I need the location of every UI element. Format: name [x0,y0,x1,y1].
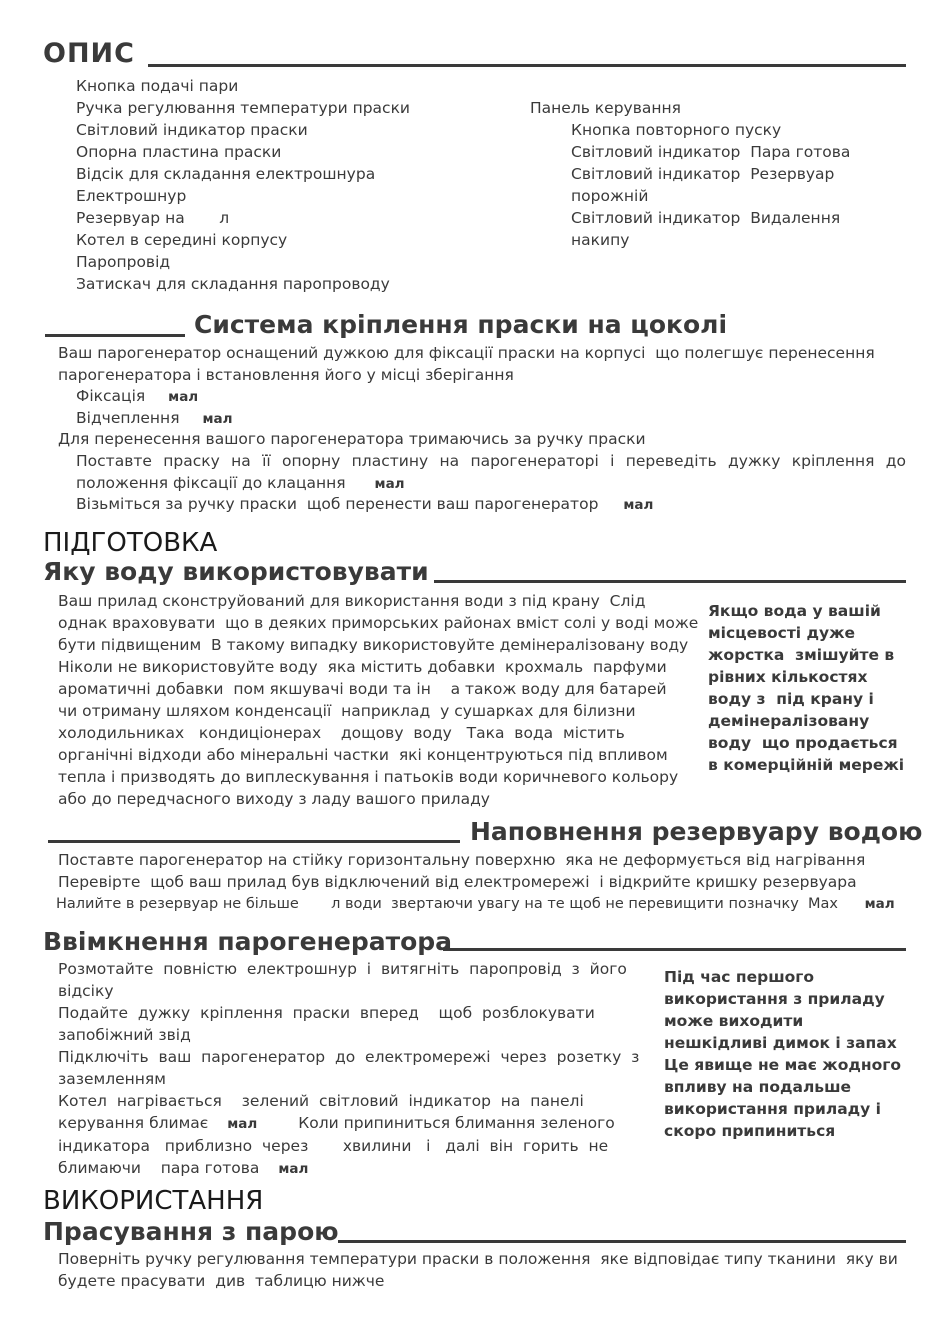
text-line: Розмотайте повністю електрошнур і витягніть паропровід з його [58,960,627,978]
subsection-title-steam: Прасування з парою [43,1217,339,1246]
text-line: Ваш парогенератор оснащений дужкою для фіксації праски на корпусі що полегшує перенесення [58,344,875,362]
text-span: Налийте в резервуар не більше л води звертаючи увагу на те щоб не перевищити позначку Max [56,896,838,912]
text-line: воду з під крану і [708,690,874,708]
fill-text [58,849,865,893]
text-line: демінералізовану [708,712,870,730]
list-item: Світловий індикатор Видалення [571,209,841,227]
fix-label: Фіксація [76,387,146,405]
text-line: Перевірте щоб ваш прилад був відключений від електромережі і відкрийте кришку резервуара [58,873,857,891]
control-panel-list [571,119,850,251]
carry-step-1 [76,450,906,495]
list-item: Ручка регулювання температури праски [76,99,410,117]
text-line: в комерційній мережі [708,756,905,774]
text-line: жорстка змішуйте в [708,646,895,664]
list-item: Паропровід [76,253,171,271]
figure-ref: мал [374,476,405,492]
text-line: Котел нагрівається зелений світловий індикатор на панелі [58,1092,584,1110]
text-line: використання з приладу [664,990,885,1008]
text-line: холодильниках кондиціонерах дощову воду Така вода містить [58,724,625,742]
list-item: Світловий індикатор праски [76,121,308,139]
text-line: нешкідливі димок і запах [664,1034,897,1052]
text-line [58,1112,639,1135]
list-item: Світловий індикатор Пара готова [571,143,851,161]
figure-ref: мал [864,896,895,912]
section-title-opys: ОПИС [43,38,135,69]
list-item: Котел в середині корпусу [76,231,288,249]
title-rule [148,64,906,67]
on-text [58,958,639,1180]
figure-ref: мал [168,389,199,405]
subsection-title-water: Яку воду використовувати [43,557,429,586]
list-item: Затискач для складання паропроводу [76,275,390,293]
figure-ref: мал [623,497,654,513]
text-line: Під час першого [664,968,815,986]
list-item: Кнопка повторного пуску [571,121,782,139]
text-line: Поверніть ручку регулювання температури праски в положення яке відповідає типу тканини яку ви [58,1250,898,1268]
text-span: блимаючи пара готова [58,1159,260,1177]
text-line: Це явище не має жодного [664,1056,901,1074]
text-line: парогенератора і встановлення його у місці зберігання [58,366,514,384]
water-side-note [708,600,904,776]
list-item: Кнопка подачі пари [76,77,239,95]
section-title-prep: ПІДГОТОВКА [43,528,218,558]
text-line [76,472,906,495]
text-line: індикатора приблизно через хвилини і далі він горить не [58,1137,609,1155]
mount-intro [58,342,875,386]
list-item: накипу [571,231,630,249]
section-title-use: ВИКОРИСТАННЯ [43,1186,264,1216]
subsection-title-on: Ввімкнення парогенератора [43,927,453,956]
unfix-label: Відчеплення [76,409,180,427]
text-line: рівних кількостях [708,668,868,686]
text-line: Поставте праску на її опорну пластину на парогенераторі і переведіть дужку кріплення до [76,452,906,470]
list-item: Електрошнур [76,187,187,205]
steam-text [58,1248,898,1292]
control-panel-title: Панель керування [530,99,681,117]
text-line: відсіку [58,982,114,1000]
figure-ref: мал [202,411,233,427]
text-line: Якщо вода у вашій [708,602,881,620]
text-line: будете прасувати див таблицю нижче [58,1272,385,1290]
title-rule [434,580,906,583]
title-rule [338,1240,906,1243]
title-rule [48,840,460,843]
text-line: запобіжний звід [58,1026,191,1044]
text-line: може виходити [664,1012,804,1030]
text-span: Візьміться за ручку праски щоб перенести ваш парогенератор [76,495,599,513]
title-rule [443,948,906,951]
text-span: керування блимає [58,1114,209,1132]
unfix-line [76,407,233,430]
text-line: ароматичні добавки пом якшувачі води та ін а також воду для батарей [58,680,667,698]
text-line [58,1157,639,1180]
text-line: Ніколи не використовуйте воду яка містить добавки крохмаль парфуми [58,658,667,676]
fix-line [76,385,198,408]
carry-step-2 [76,493,653,516]
text-line: органічні відходи або мінеральні частки які концентруються під впливом [58,746,668,764]
text-line: Поставте парогенератор на стійку горизонтальну поверхню яка не деформується від нагрівання [58,851,866,869]
list-item: Опорна пластина праски [76,143,282,161]
text-span: Коли припиниться блимання зеленого [298,1114,615,1132]
text-line: Подайте дужку кріплення праски вперед щоб розблокувати [58,1004,595,1022]
section-title-mount: Система кріплення праски на цоколі [194,310,728,339]
figure-ref: мал [278,1161,309,1177]
figure-ref: мал [227,1116,258,1132]
fill-line-3 [56,893,895,915]
text-line: впливу на подальше [664,1078,852,1096]
text-line: Підключіть ваш парогенератор до електромережі через розетку з [58,1048,640,1066]
text-line: заземленням [58,1070,166,1088]
list-item: Відсік для складання електрошнура [76,165,376,183]
list-item: порожній [571,187,649,205]
text-line: або до передчасного виходу з ладу вашого приладу [58,790,490,808]
text-line: тепла і призводять до виплескування і патьоків води коричневого кольору [58,768,679,786]
text-span: положення фіксації до клацання [76,474,346,492]
parts-list [76,75,410,295]
subsection-title-fill: Наповнення резервуару водою [470,817,923,846]
text-line: використання приладу і [664,1100,881,1118]
text-line: бути підвищеним В такому випадку використовуйте демінералізовану воду [58,636,689,654]
text-line: місцевості дуже [708,624,856,642]
water-text [58,590,699,810]
list-item: Світловий індикатор Резервуар [571,165,835,183]
carry-text: Для перенесення вашого парогенератора тримаючись за ручку праски [58,430,646,448]
text-line: однак враховувати що в деяких приморських районах вміст солі у воді може [58,614,699,632]
list-item: Резервуар на л [76,209,230,227]
text-line: воду що продається [708,734,898,752]
text-line: Ваш прилад сконструйований для використання води з під крану Слід [58,592,646,610]
text-line: скоро припиниться [664,1122,836,1140]
text-line: чи отриману шляхом конденсації наприклад у сушарках для білизни [58,702,636,720]
title-rule [45,334,185,337]
on-side-note [664,966,901,1142]
